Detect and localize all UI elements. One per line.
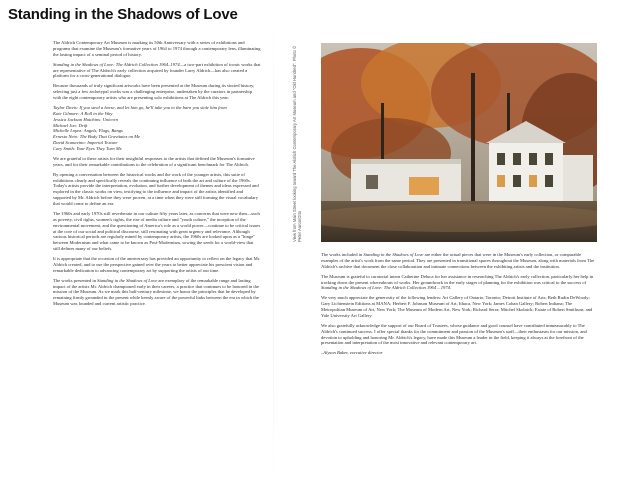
- artist-item: David Scanavino: Imperial Texture: [53, 140, 118, 146]
- works-included-paragraph: The works included in Standing in the Shadows of Love are either the actual pieces that were in the Museum's early collection, or comparable examples of the artist's work from the same period. They are presented in transitional spaces throughout the Museum, along with materials from The Aldrich's archive that document the close collaboration and intimate connections between the exhibiting artists and the institution.: [321, 252, 595, 269]
- artist-item: Ernesto Neto: The Body That Gravitates on Me: [53, 134, 141, 140]
- signature: –Alyson Baker, executive director: [321, 350, 383, 356]
- page-title: Standing in the Shadows of Love: [8, 6, 238, 23]
- artist-item: Kate Gilmore: A Roll in the Way: [53, 110, 113, 116]
- works-paragraph: The works presented in Standing in the Shadows of Love are exemplary of the remarkable range and lasting impact of the artists Mr. Aldrich championed early in their careers, a practice that continues to be honored in the mission of the Museum. As we mark this half-century milestone, we honor the principles that he developed by remaining firmly grounded in the present while keenly aware of the powerful links between the era in which the Museum was founded and current artistic practice.: [53, 277, 260, 307]
- gratitude-paragraph: We are grateful to these artists for their insightful responses to the artists that defined the Museum's formative years, and for their remarkable contributions to the celebration of a significant benchmark for The Aldrich.: [53, 155, 255, 167]
- artist-list: [53, 105, 261, 152]
- selection-paragraph: Because thousands of truly significant artworks have been presented at the Museum during its storied history, selecting just a few archetypal works was a challenging enterprise, undertaken by the curators in partnership with the eight contemporary artists who are presenting solo exhibitions at The Aldrich this year:: [53, 83, 255, 100]
- museum-photo-image: [321, 43, 597, 242]
- artist-item: Taylor Davis: If you steal a horse, and let him go, he'll take you to the barn you stole him from: [53, 104, 227, 110]
- sixties-paragraph: The 1960s and early 1970s still reverberate in our culture fifty years later, as concerns that were new then—such as poverty, civil rights, women's rights, the rise of media culture and "youth culture," the inception of the environmental movement, and the questioning of America's role as a world power—continue to be critical issues at the core of our social and political discourse, still resonating with great urgency and relevance. Although various historical periods are regularly mined by contemporary artists, the 1960s are looked upon as a "hinge" between Modernism and what came to be known as Post-Modernism, sowing the seeds for a world-view that still defines many of our beliefs.: [53, 210, 261, 252]
- lenders-paragraph: We very much appreciate the generosity of the following lenders: Art Gallery of Ontario, Toronto; Detroit Institute of Arts; Beth Rudin DeWoody; Gary Lichtenstein Editions at MANA; Herbert F. Johnson Museum of Art, Ithaca, New York; James Cohan Gallery; Robert Indiana; The Metropolitan Museum of Art, New York; The Museum of Modern Art, New York; Richard Serra; Mitchel Skolnick; Estate of Robert Smithson; and Yale University Art Gallery.: [321, 295, 593, 318]
- page-fold: [273, 0, 274, 500]
- trustees-paragraph: We also gratefully acknowledge the support of our Board of Trustees, whose guidance and good counsel have contributed immeasurably to The Aldrich's continued success. I offer special thanks for the commitment and passion of the Museum's staff—their enthusiasm for our mission, and devotion to upholding and honoring Mr. Aldrich's legacy, have made this Museum a leader in the field, keeping it always at the forefront of the presentation and interpretation of the most innovative and relevant contemporary art.: [321, 322, 587, 346]
- exhibition-paragraph: Standing in the Shadows of Love: The Aldrich Collection 1964–1974—a two-part exhibition of iconic works that are representative of The Aldrich's early collection acquired by founder Larry Aldrich—has also created a platform for a cross-generational dialogue.: [53, 61, 261, 79]
- intro-paragraph: The Aldrich Contemporary Art Museum is marking its 50th Anniversary with a series of exhibitions and programs that examine the Museum's formative years of 1964 to 1974 through a contemporary lens, illuminating the lasting impact of a seminal period of history.: [53, 40, 261, 57]
- artist-item: Jessica Jackson Hutchins: Unicorn: [53, 116, 118, 122]
- conversation-paragraph: By opening a conversation between the historical works and the work of the younger artists, this suite of exhibitions clearly and specifically reveals the continuing influence of both the art and culture of the 1960s. Today's artists provide the interpretation, evolution, and further development of themes and ideas expressed and explored in the classic works on view, testifying to the influence and impact of the artists identified and supported by Mr. Aldrich before they were proven, at a time when they were still forming the visual vocabulary that would come to define an era.: [53, 171, 259, 206]
- legacy-paragraph: It is appropriate that the occasion of the anniversary has provided an opportunity to reflect on the legacy that Mr. Aldrich created, and to use the perspective gained over the years to better appreciate his prescient vision and remarkable dedication to advancing contemporary art by supporting the artists of our time.: [53, 256, 261, 273]
- artist-item: Michelle Lopez: Angels, Flags, Bangs: [53, 128, 123, 134]
- right-column: [321, 252, 597, 360]
- intern-paragraph: The Museum is grateful to curatorial intern Catherine Deluca for her assistance in researching The Aldrich's early collection, particularly her help in tracking down the present whereabouts of works. Her groundwork in the early stages of planning for the exhibition was critical to the success of Standing in the Shadows of Love: The Aldrich Collection 1964 – 1974.: [321, 273, 594, 291]
- left-column: [53, 40, 261, 311]
- photo-caption: View from Main Street looking toward The Aldrich Contemporary Art Museum and "Old Hundred". Photo © Peter Aaron/Otto: [292, 45, 303, 242]
- museum-photo: [321, 43, 597, 242]
- artist-item: Michael Joo: Drift: [53, 122, 88, 128]
- artist-item: Cary Smith: Your Eyes They Turn Me: [53, 146, 122, 151]
